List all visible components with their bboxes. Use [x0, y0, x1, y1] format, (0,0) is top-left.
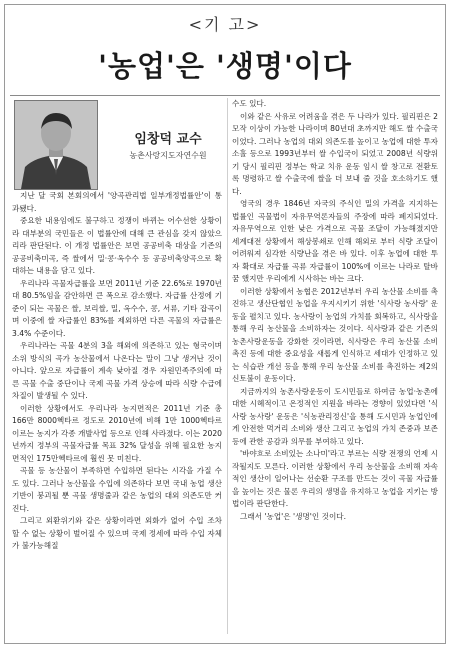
- paragraph: 영국의 경우 1846년 자국의 주식인 밀의 가격을 지지하는 법률인 곡물법이 자유무역론자들의 주장에 따라 폐지되었다. 자유무역으로 인한 낮은 가격으로 곡물 조달이 가능해졌지만 세계대전 상황에서 해상봉쇄로 인해 해외로 부터 식량 조달이 어려워져 심각한 식량난을 겪은 바 있다. 이후 농업에 대한 투자 확대로 자급률 곡류 자급률이 100%에 이르는 나라로 탈바꿈 했지만 우리에게 시사하는 바는 크다.: [232, 199, 438, 283]
- paragraph: 우리나라 곡물자급률을 보면 2011년 기준 22.6%로 1970년대 80.5%임을 감안하면 큰 폭으로 감소했다. 자급률 산정에 기준이 되는 곡물은 쌀, 보리쌀, 밀, 옥수수, 콩, 서류, 기타 잡곡이며 이중에 쌀 자급률인 83%를 제외하면 다른 곡물의 자급률은 3.4% 수준이다.: [12, 278, 222, 338]
- paragraph: 그리고 외환위기와 같은 상황이라면 외화가 없어 수입 조차 할 수 없는 상황이 벌어질 수 있으며 국제 정세에 따라 수입 자체가 불가능해질: [12, 516, 222, 550]
- portrait-image: [15, 101, 97, 189]
- paragraph: 지금까지의 농촌사랑운동이 도시민들로 하여금 농업·농촌에 대한 시혜적이고 온정적인 지원을 바라는 경향이 있었다면 '식사랑 농사랑' 운동은 '식농관리정신'을 통해 도시민과 농업인에게 안전한 먹거리 소비와 생산 그리고 농업의 가치 존중과 보존 등에 관한 공감과 의무를 부여하고 있다.: [232, 386, 438, 446]
- left-column: [12, 190, 222, 636]
- paragraph: 이러한 상황에서도 우리나라 농지면적은 2011년 기준 총 166만 8000헥타르 정도로 2010년에 비해 1만 1000헥타르 이르는 농지가 각종 개발사업 등으로 인해 사라졌다. 이는 2020년까지 정부의 곡물자급률 목표 32% 달성을 위해 필요한 농지면적인 175만헥타르에 훨씬 못 미친다.: [12, 403, 222, 463]
- author-photo: [14, 100, 98, 190]
- paragraph: 수도 있다.: [232, 99, 267, 108]
- paragraph: 우리나라는 곡물 4분의 3을 해외에 의존하고 있는 형국이며 소위 방식의 곡가 농산물에서 나온다는 말이 그냥 생겨난 것이 아니다. 앞으로 자급률이 계속 낮아질 경우 자원민족주의에 따른 곡물 수출 중단이나 국제 곡물 가격 상승에 따라 식량 수급에 차질이 발생될 수 있다.: [12, 341, 222, 400]
- paragraph: 곡물 등 농산물이 부족하면 수입하면 된다는 시각을 가질 수도 있다. 그러나 농산물을 수입에 의존하다 보면 국내 농업 생산 기반이 붕괴될 뿐 곡물 생명줄과 같은 농업의 대외 의존도만 커진다.: [12, 466, 222, 513]
- article-headline: '농업'은 '생명'이다: [98, 49, 352, 83]
- headline-rule: [10, 95, 440, 96]
- paragraph: 이와 같은 사유로 어려움을 겪은 두 나라가 있다. 필리핀은 2모작 이상이 가능한 나라이며 80년대 초까지만 해도 쌀 수출국이었다. 그러나 농업의 대외 의존도를 높이고 농업에 대한 투자 소홀 등으로 1993년부터 쌀 수입국이 되었고 2008년 식량위기 당시 필리핀 정부는 학교 치유 운동 임시 쌀 창고로 전환토록 명령하고 쌀 수출국에 쌀을 더 보내 줄 것을 호소하기도 했다.: [232, 111, 438, 196]
- author-affiliation: 농촌사랑지도자연수원: [129, 151, 207, 160]
- paragraph: 이러한 상황에서 농협은 2012년부터 우리 농산물 소비를 촉진하고 생산단협인 농업을 우지시키기 위한 '식사랑 농사랑' 운동을 펼치고 있다. 농사랑이 농업의 가치를 회복하고, 식사랑을 통해 우리 농산물을 소비하자는 것이다. 식사랑과 같은 기존의 농촌사랑운동을 강화한 것이라면, 식사랑은 우리 농산물 소비 촉진 등에 대한 중요성을 새롭게 인식하고 세대가 인정하고 있는 식습관 개선 등을 통해 우리 농산물 소비를 촉진하는 제2의 신토불이 운동이다.: [232, 286, 438, 383]
- paragraph: '바야흐로 소비있는 소나미'라고 부르는 식량 전쟁의 언제 시작될지도 모른다. 이러한 상황에서 우리 농산물을 소비해 자속적인 생산이 일어나는 선순환 구조를 만드는 것이 곡물 자급률을 높이는 것은 물론 우리의 생명을 유지하고 농업을 지키는 방법이라 판단한다.: [232, 449, 438, 508]
- column-divider: [227, 98, 228, 634]
- column-kicker: <기 고>: [188, 15, 262, 34]
- right-column: [232, 98, 438, 636]
- paragraph: 중요한 내용임에도 불구하고 정쟁이 바뀌는 어수선한 상황이라 대부분의 국민들은 이 법률안에 대해 큰 관심을 갖지 않았으리라 판단된다. 이 개정 법률안은 보면 공공비축 대상을 기존의 공공비축미곡, 즉 쌀에서 밀·콩·옥수수 등 공공비축양곡으로 확대하는 내용을 담고 있다.: [12, 216, 222, 275]
- paragraph: 지난 달 국회 본회의에서 '양곡관리법 일부개정법률안'이 통과됐다.: [12, 191, 222, 213]
- author-name: 임창덕 교수: [134, 132, 202, 147]
- paragraph: 그래서 '농업'은 '생명'인 것이다.: [240, 511, 347, 521]
